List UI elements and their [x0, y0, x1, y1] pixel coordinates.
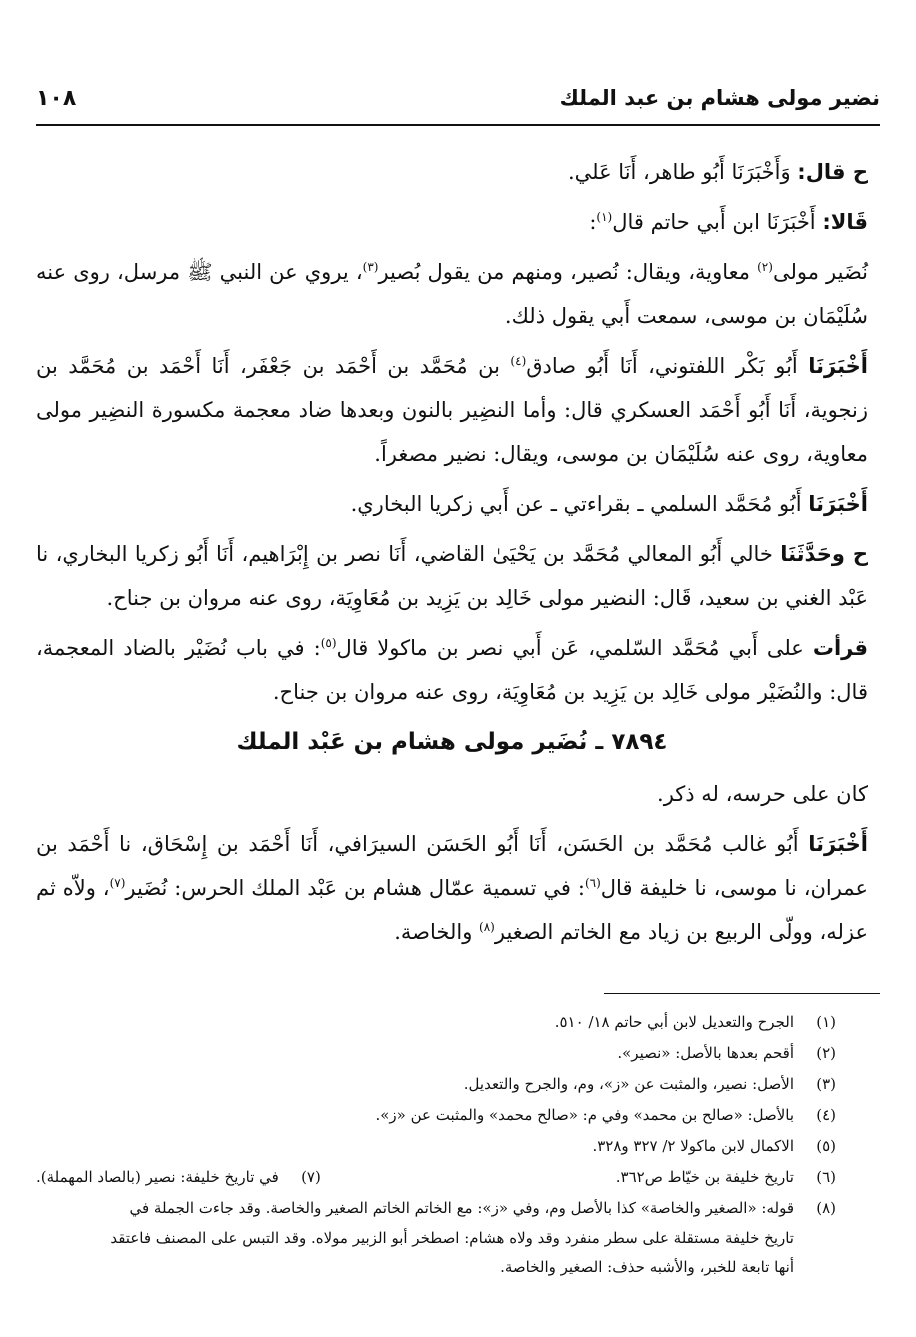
paragraph — [36, 344, 868, 476]
footnote-text: بالأصل: «صالح بن محمد» وفي م: «صالح محمد» والمثبت عن «ز». — [375, 1106, 794, 1124]
footnote-text: قوله: «الصغير والخاصة» كذا بالأصل وم، وفي «ز»: مع الخاتم الخاتم الصغير والخاصة. وقد جاءت الجملة في — [129, 1199, 794, 1217]
footnote-number: (٣) — [816, 1075, 836, 1093]
footnote-ref[interactable]: (٤) — [510, 354, 527, 368]
paragraph — [36, 482, 868, 526]
paragraph — [36, 532, 868, 620]
footnote-text: في تاريخ خليفة: نصير (بالصاد المهملة). — [36, 1168, 279, 1186]
paragraph-lead: أَخْبَرَنَا — [808, 354, 868, 378]
footnote — [36, 1038, 836, 1069]
paragraph-text: : — [589, 210, 597, 234]
footnote-text: الأصل: نصير، والمثبت عن «ز»، وم، والجرح والتعديل. — [463, 1075, 794, 1093]
page-number: ١٠٨ — [36, 86, 77, 111]
footnote-text: الاكمال لابن ماكولا ٢/ ٣٢٧ و٣٢٨. — [592, 1137, 794, 1155]
footnote-number: (٤) — [816, 1106, 836, 1124]
footnote-ref[interactable]: (٣) — [362, 260, 379, 274]
footnotes — [36, 1007, 836, 1282]
paragraph — [36, 150, 868, 194]
paragraph-text: نُضَير مولى — [772, 260, 868, 284]
paragraph-text: على أَبي مُحَمَّد السّلمي، عَن أَبي نصر بن ماكولا قال — [336, 636, 813, 660]
footnote-text: تاريخ خليفة بن خيّاط ص٣٦٢. — [615, 1168, 794, 1186]
footnote-rule — [604, 993, 880, 994]
paragraph-lead: أَخْبَرَنَا — [808, 492, 868, 516]
footnote — [616, 1162, 836, 1193]
paragraph-text: والخاصة. — [394, 920, 480, 944]
paragraph-lead: أَخْبَرَنَا — [808, 832, 868, 856]
footnote-ref[interactable]: (٨) — [479, 920, 495, 934]
footnote-number: (٢) — [816, 1044, 836, 1062]
footnote-text: الجرح والتعديل لابن أبي حاتم ١٨/ ٥١٠. — [554, 1013, 794, 1031]
entry-heading: ٧٨٩٤ ـ نُضَير مولى هشام بن عَبْد الملك — [236, 729, 668, 755]
paragraph-lead: قَالا: — [822, 210, 868, 234]
footnote-ref[interactable]: (٧) — [109, 876, 126, 890]
paragraph-text: ، يروي عن النبي ﷺ مرسل، روى عنه سُلَيْمَان بن موسى، سمعت أَبي يقول ذلك. — [36, 260, 868, 328]
footnote-number: (٥) — [816, 1137, 836, 1155]
paragraph-text: : في تسمية عمّال هشام بن عَبْد الملك الحرس: نُضَير — [125, 876, 585, 900]
paragraph-text: أَخْبَرَنَا ابن أَبي حاتم قال — [612, 210, 823, 234]
footnote-text: أقحم بعدها بالأصل: «نصير». — [617, 1044, 794, 1062]
footnote — [36, 1100, 836, 1131]
footnote-pair — [36, 1162, 836, 1193]
footnote-number: (٧) — [301, 1168, 321, 1186]
header-rule — [36, 124, 880, 126]
paragraph-lead: ح وحَدَّثَنَا — [780, 542, 869, 566]
page-header — [36, 86, 880, 122]
footnote — [36, 1193, 836, 1282]
footnote-number: (٦) — [816, 1168, 836, 1186]
footnote-ref[interactable]: (٦) — [584, 876, 601, 890]
footnote-ref[interactable]: (٢) — [757, 260, 773, 274]
running-title: نضير مولى هشام بن عبد الملك — [559, 86, 880, 110]
main-text — [36, 150, 868, 960]
footnote-ref[interactable]: (١) — [596, 210, 613, 224]
paragraph-lead: قرأت — [812, 636, 868, 660]
paragraph-lead: ح قال: — [797, 160, 868, 184]
paragraph — [36, 626, 868, 714]
paragraph — [36, 822, 868, 954]
paragraph-text: خالي أَبُو المعالي مُحَمَّد بن يَحْيَىٰ القاضي، أَنَا نصر بن إِبْرَاهيم، أَنَا أَبُو زكريا البخاري، نا عَبْد الغني بن سعيد، قَال: النضير مولى خَالِد بن يَزِيد بن مُعَاوِيَة، روى عنه مروان بن جناح. — [36, 542, 868, 610]
footnote-text: أنها تابعة للخبر، والأشبه حذف: الصغير والخاصة. — [500, 1258, 794, 1276]
paragraph-text: بن مُحَمَّد بن أَحْمَد بن جَعْفَر، أَنَا أَحْمَد بن مُحَمَّد بن زنجوية، أَنَا أَبُو أَحْمَد العسكري قال: وأما النضِير بالنون وبعدها ضاد معجمة مكسورة النضِير مولى معاوية، روى عنه سُلَيْمَان بن موسى، ويقال: نضير مصغراً. — [36, 354, 868, 466]
footnote-number: (١) — [816, 1013, 836, 1031]
paragraph — [36, 250, 868, 338]
paragraph-text: : في باب نُضَيْر بالضاد المعجمة، قال: والنُضَيْر مولى خَالِد بن يَزِيد بن مُعَاوِيَة، روى عنه مروان بن جناح. — [36, 636, 868, 704]
footnote — [36, 1131, 836, 1162]
paragraph-text: أَبُو مُحَمَّد السلمي ـ بقراءتي ـ عن أَبي زكريا البخاري. — [350, 492, 809, 516]
footnote — [36, 1007, 836, 1038]
footnote — [36, 1162, 321, 1193]
footnote — [36, 1069, 836, 1100]
footnote-ref[interactable]: (٥) — [320, 636, 337, 650]
paragraph-text: معاوية، ويقال: نُصير، ومنهم من يقول بُصير — [378, 260, 758, 284]
paragraph-text: وَأَخْبَرَنَا أَبُو طاهر، أَنَا عَلي. — [567, 160, 798, 184]
paragraph — [36, 772, 868, 816]
footnote-text: تاريخ خليفة مستقلة على سطر منفرد وقد ولاه هشام: اصطخر أبو الزبير مولاه. وقد التبس على المصنف فاعتقد — [110, 1229, 794, 1247]
paragraph — [36, 200, 868, 244]
paragraph-text: ، ولاّه ثم عزله، وولّى الربيع بن زياد مع الخاتم الصغير — [36, 876, 868, 944]
paragraph-text: أَبُو بَكْر اللفتوني، أَنَا أَبُو صادق — [526, 354, 809, 378]
paragraph-text: كان على حرسه، له ذكر. — [657, 782, 868, 806]
footnote-number: (٨) — [816, 1199, 836, 1217]
paragraph-text: أَبُو غالب مُحَمَّد بن الحَسَن، أَنَا أَبُو الحَسَن السيرَافي، أَنَا أَحْمَد بن إِسْحَاق، نا أَحْمَد بن عمران، نا موسى، نا خليفة قال — [36, 832, 868, 900]
